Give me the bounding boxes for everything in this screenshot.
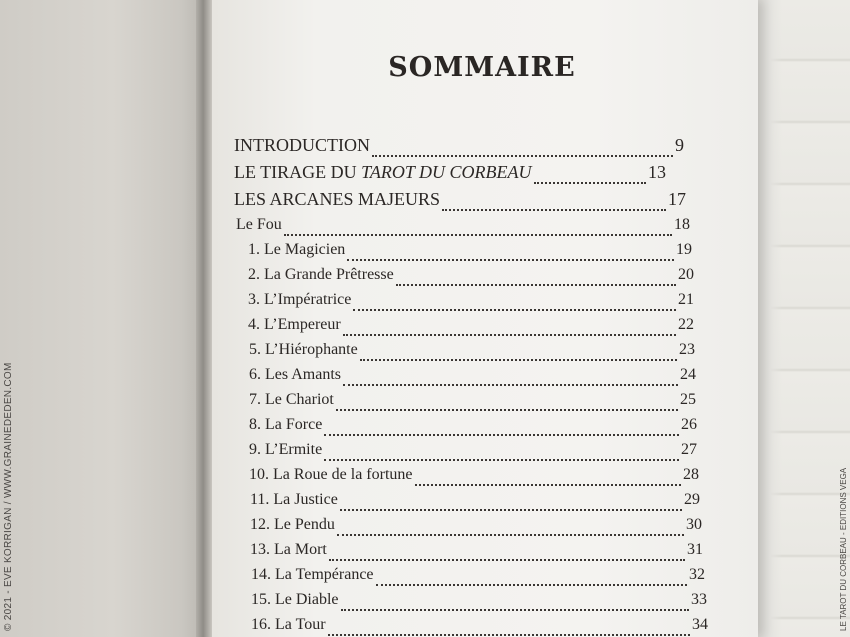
leader-dots bbox=[372, 154, 673, 157]
left-book-page bbox=[0, 0, 206, 637]
leader-dots bbox=[360, 358, 677, 361]
toc-entry-label: 10. La Roue de la fortune bbox=[249, 466, 413, 483]
toc-entry bbox=[234, 135, 684, 162]
toc-entry-page: 31 bbox=[687, 541, 703, 558]
toc-entry-label: 3. L’Impératrice bbox=[248, 291, 352, 308]
toc-entry-label: 7. Le Chariot bbox=[249, 391, 334, 408]
leader-dots bbox=[284, 233, 672, 236]
right-book-page bbox=[206, 0, 758, 637]
toc-entry-label: 8. La Force bbox=[249, 416, 323, 433]
toc-entry-page: 33 bbox=[691, 591, 707, 608]
leader-dots bbox=[340, 508, 682, 511]
toc-entry bbox=[234, 189, 686, 216]
toc-entry-label: Le Fou bbox=[236, 216, 282, 233]
toc-entry-label: 4. L’Empereur bbox=[248, 316, 341, 333]
toc-entry-label: 12. Le Pendu bbox=[250, 516, 335, 533]
toc-entry-label: 9. L’Ermite bbox=[249, 441, 323, 458]
leader-dots bbox=[347, 258, 674, 261]
toc-entry-label: 15. Le Diable bbox=[251, 591, 339, 608]
toc-entry-label: 6. Les Amants bbox=[249, 366, 341, 383]
toc-entry-page: 26 bbox=[681, 416, 697, 433]
toc-entry-page: 19 bbox=[676, 241, 692, 258]
book-credit: LE TAROT DU CORBEAU - EDITIONS VEGA bbox=[839, 467, 848, 631]
toc-entry bbox=[248, 316, 694, 341]
toc-entry-label: 5. L’Hiérophante bbox=[249, 341, 358, 358]
photo-credit: © 2021 - EVE KORRIGAN / WWW.GRAINEDEDEN.COM bbox=[3, 362, 14, 631]
toc-entry bbox=[251, 616, 708, 637]
leader-dots bbox=[337, 533, 684, 536]
leader-dots bbox=[329, 558, 685, 561]
toc-entry-page: 17 bbox=[668, 189, 686, 209]
leader-dots bbox=[324, 458, 679, 461]
toc-entry bbox=[249, 441, 697, 466]
toc-entry-page: 18 bbox=[674, 216, 690, 233]
leader-dots bbox=[328, 633, 690, 636]
toc-entry-page: 30 bbox=[686, 516, 702, 533]
toc-entry-page: 32 bbox=[689, 566, 705, 583]
toc-entry bbox=[249, 391, 696, 416]
leader-dots bbox=[336, 408, 678, 411]
toc-entry-page: 23 bbox=[679, 341, 695, 358]
toc-entry-label: LES ARCANES MAJEURS bbox=[234, 189, 441, 209]
toc-entry bbox=[249, 416, 697, 441]
toc-entry-label: 2. La Grande Prêtresse bbox=[248, 266, 394, 283]
leader-dots bbox=[341, 608, 689, 611]
toc-entry-page: 20 bbox=[678, 266, 694, 283]
toc-entry bbox=[236, 216, 690, 241]
leader-dots bbox=[343, 333, 676, 336]
page-title: SOMMAIRE bbox=[388, 52, 576, 83]
toc-entry-page: 25 bbox=[680, 391, 696, 408]
toc-entry-label: LE TIRAGE DU TAROT DU CORBEAU bbox=[234, 162, 532, 182]
book-gutter bbox=[196, 0, 212, 637]
toc-entry bbox=[249, 341, 695, 366]
leader-dots bbox=[534, 181, 647, 184]
leader-dots bbox=[415, 483, 682, 486]
toc-entry bbox=[248, 241, 692, 266]
toc-entry bbox=[248, 291, 694, 316]
toc-entry bbox=[250, 491, 700, 516]
toc-entry-page: 27 bbox=[681, 441, 697, 458]
toc-entry-label: INTRODUCTION bbox=[234, 135, 370, 155]
toc-entry bbox=[249, 466, 699, 491]
toc-entry-label: 14. La Tempérance bbox=[251, 566, 374, 583]
toc-entry-label: 1. Le Magicien bbox=[248, 241, 346, 258]
leader-dots bbox=[396, 283, 676, 286]
table-of-contents bbox=[234, 135, 708, 637]
toc-entry bbox=[248, 266, 694, 291]
leader-dots bbox=[376, 583, 687, 586]
toc-entry bbox=[249, 366, 696, 391]
toc-entry-page: 22 bbox=[678, 316, 694, 333]
leader-dots bbox=[324, 433, 679, 436]
toc-entry bbox=[251, 591, 707, 616]
toc-entry-page: 29 bbox=[684, 491, 700, 508]
toc-entry-page: 28 bbox=[683, 466, 699, 483]
leader-dots bbox=[353, 308, 676, 311]
toc-entry bbox=[250, 541, 703, 566]
toc-entry-page: 24 bbox=[680, 366, 696, 383]
toc-entry-page: 21 bbox=[678, 291, 694, 308]
toc-entry-label: 13. La Mort bbox=[250, 541, 327, 558]
toc-entry-label: 11. La Justice bbox=[250, 491, 338, 508]
toc-entry-page: 13 bbox=[648, 162, 666, 182]
leader-dots bbox=[343, 383, 678, 386]
leader-dots bbox=[442, 208, 666, 211]
toc-entry bbox=[251, 566, 705, 591]
toc-entry-page: 34 bbox=[692, 616, 708, 633]
toc-entry-page: 9 bbox=[675, 135, 684, 155]
toc-entry-label: 16. La Tour bbox=[251, 616, 326, 633]
toc-entry bbox=[250, 516, 702, 541]
toc-entry bbox=[234, 162, 666, 189]
